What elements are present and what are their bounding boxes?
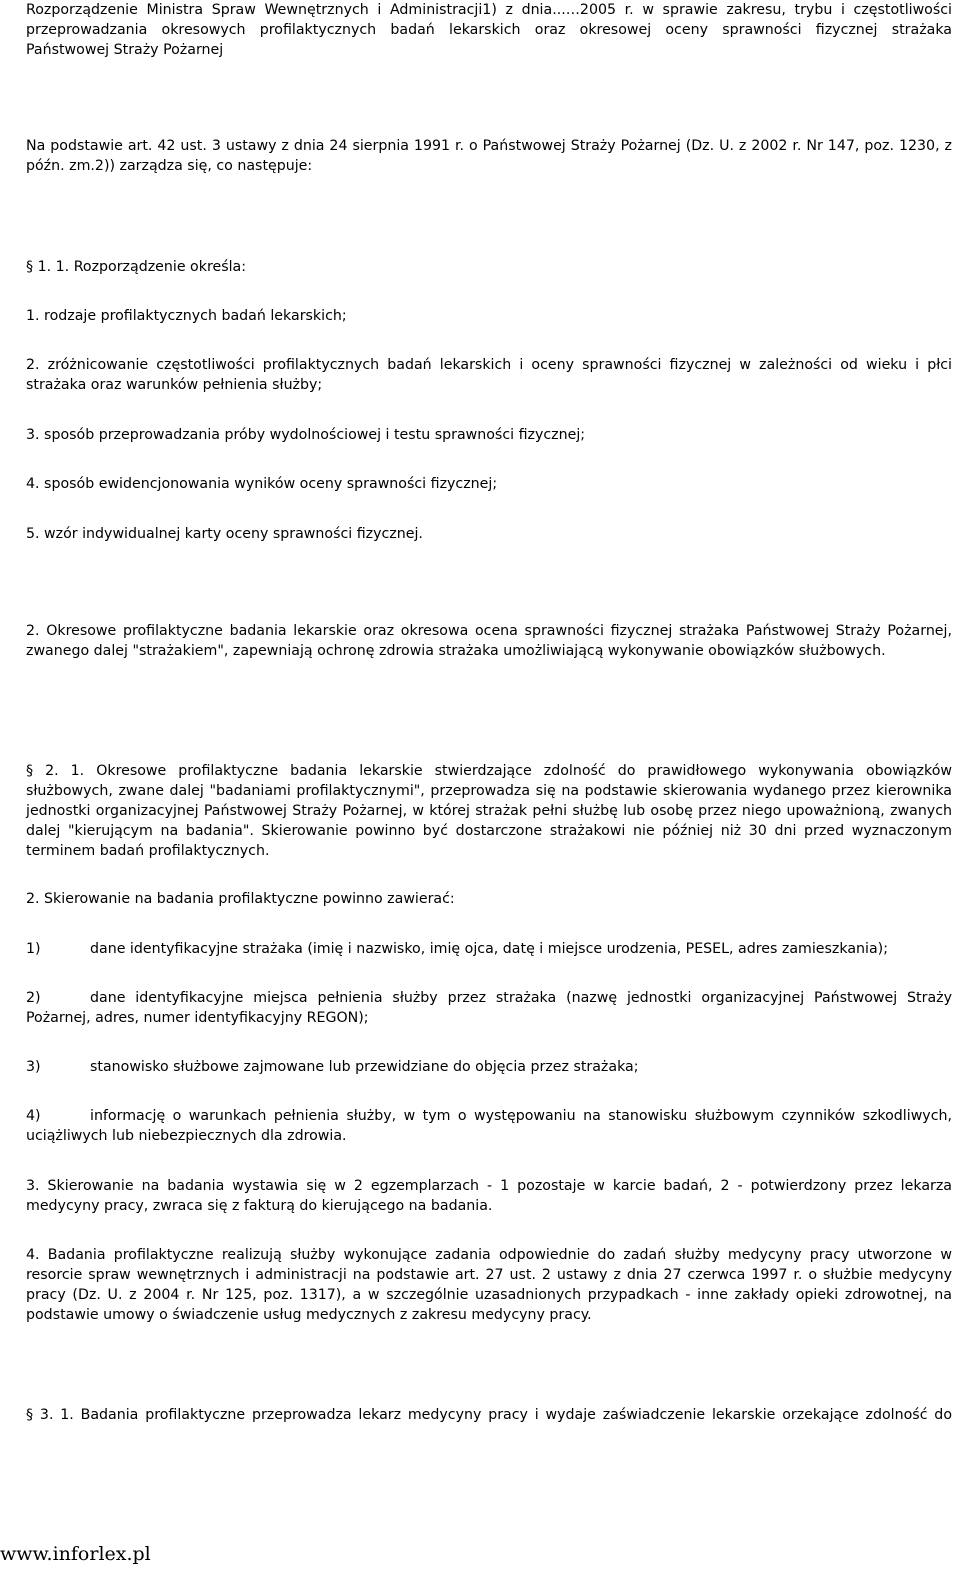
document-title-line-2: przeprowadzania okresowych profilaktycznych badań lekarskich oraz okresowej oceny sprawności fizycznej strażaka	[26, 22, 952, 38]
list-item-number: 2)	[26, 990, 41, 1006]
document-title-line-1: Rozporządzenie Ministra Spraw Wewnętrznych i Administracji1) z dnia...…2005 r. w sprawie zakresu, trybu i częstotliwości	[26, 2, 952, 18]
list-item-text: dane identyfikacyjne strażaka (imię i nazwisko, imię ojca, datę i miejsce urodzenia, PESEL, adres zamieszkania);	[90, 941, 888, 957]
s1-item-3: 3. sposób przeprowadzania próby wydolnościowej i testu sprawności fizycznej;	[26, 427, 586, 443]
s1-item-1: 1. rodzaje profilaktycznych badań lekarskich;	[26, 308, 347, 324]
list-item-text: informację o warunkach pełnienia służby, w tym o występowaniu na stanowisku służbowym czynników szkodliwych, uciążliwych lub niebezpiecznych dla zdrowia.	[26, 1108, 952, 1144]
s2-paragraph-4: 4. Badania profilaktyczne realizują służby wykonujące zadania odpowiednie do zadań służby medycyny pracy utworzone w resorcie spraw wewnętrznych i administracji na podstawie art. 27 ust. 2 ustawy z dnia 27 czerwca 1997 r. o służbie medycyny pracy (Dz. U. z 2004 r. Nr 125, poz. 1317), a w szczególnie uzasadnionych przypadkach - inne zakłady opieki zdrowotnej, na podstawie umowy o świadczenie usług medycznych z zakresu medycyny pracy.	[26, 1247, 952, 1323]
s1-item-2: 2. zróżnicowanie częstotliwości profilaktycznych badań lekarskich i oceny sprawności fizycznej w zależności od wieku i płci strażaka oraz warunków pełnienia służby;	[26, 357, 952, 393]
list-item-text: dane identyfikacyjne miejsca pełnienia służby przez strażaka (nazwę jednostki organizacyjnej Państwowej Straży Pożarnej, adres, numer identyfikacyjny REGON);	[26, 990, 952, 1026]
section-1-heading: § 1. 1. Rozporządzenie określa:	[26, 259, 247, 275]
section-3-paragraph-1: § 3. 1. Badania profilaktyczne przeprowadza lekarz medycyny pracy i wydaje zaświadczenie lekarskie orzekające zdolność do	[26, 1407, 952, 1423]
s2-list-item-3	[26, 1057, 952, 1077]
s2-paragraph-2: 2. Skierowanie na badania profilaktyczne powinno zawierać:	[26, 891, 455, 907]
s1-item-4: 4. sposób ewidencjonowania wyników oceny sprawności fizycznej;	[26, 476, 498, 492]
list-item-number: 1)	[26, 941, 41, 957]
section-2-paragraph-1: § 2. 1. Okresowe profilaktyczne badania lekarskie stwierdzające zdolność do prawidłowego wykonywania obowiązków służbowych, zwane dalej "badaniami profilaktycznymi", przeprowadza się na podstawie skierowania wydanego przez kierownika jednostki organizacyjnej Państwowej Straży Pożarnej, w której strażak pełni służbę lub osobę przez niego upoważnioną, zwanych dalej "kierującym na badania". Skierowanie powinno być dostarczone strażakowi nie później niż 30 dni przed wyznaczonym terminem badań profilaktycznych.	[26, 763, 952, 859]
s2-list-item-1	[26, 939, 952, 959]
s2-list-item-4	[26, 1106, 952, 1146]
list-item-text: stanowisko służbowe zajmowane lub przewidziane do objęcia przez strażaka;	[90, 1059, 639, 1075]
footer-site-link[interactable]: www.inforlex.pl	[0, 1543, 151, 1565]
s2-paragraph-3: 3. Skierowanie na badania wystawia się w 2 egzemplarzach - 1 pozostaje w karcie badań, 2 - potwierdzony przez lekarza medycyny pracy, zwraca się z fakturą do kierującego na badania.	[26, 1178, 952, 1214]
preamble: Na podstawie art. 42 ust. 3 ustawy z dnia 24 sierpnia 1991 r. o Państwowej Straży Pożarnej (Dz. U. z 2002 r. Nr 147, poz. 1230, z późn. zm.2)) zarządza się, co następuje:	[26, 138, 952, 174]
s2-list-item-2	[26, 988, 952, 1028]
document-title-line-3: Państwowej Straży Pożarnej	[26, 42, 224, 58]
s1-paragraph-2: 2. Okresowe profilaktyczne badania lekarskie oraz okresowa ocena sprawności fizycznej strażaka Państwowej Straży Pożarnej, zwanego dalej "strażakiem", zapewniają ochronę zdrowia strażaka umożliwiającą wykonywanie obowiązków służbowych.	[26, 623, 952, 659]
list-item-number: 3)	[26, 1059, 41, 1075]
list-item-number: 4)	[26, 1108, 41, 1124]
s1-item-5: 5. wzór indywidualnej karty oceny sprawności fizycznej.	[26, 526, 423, 542]
